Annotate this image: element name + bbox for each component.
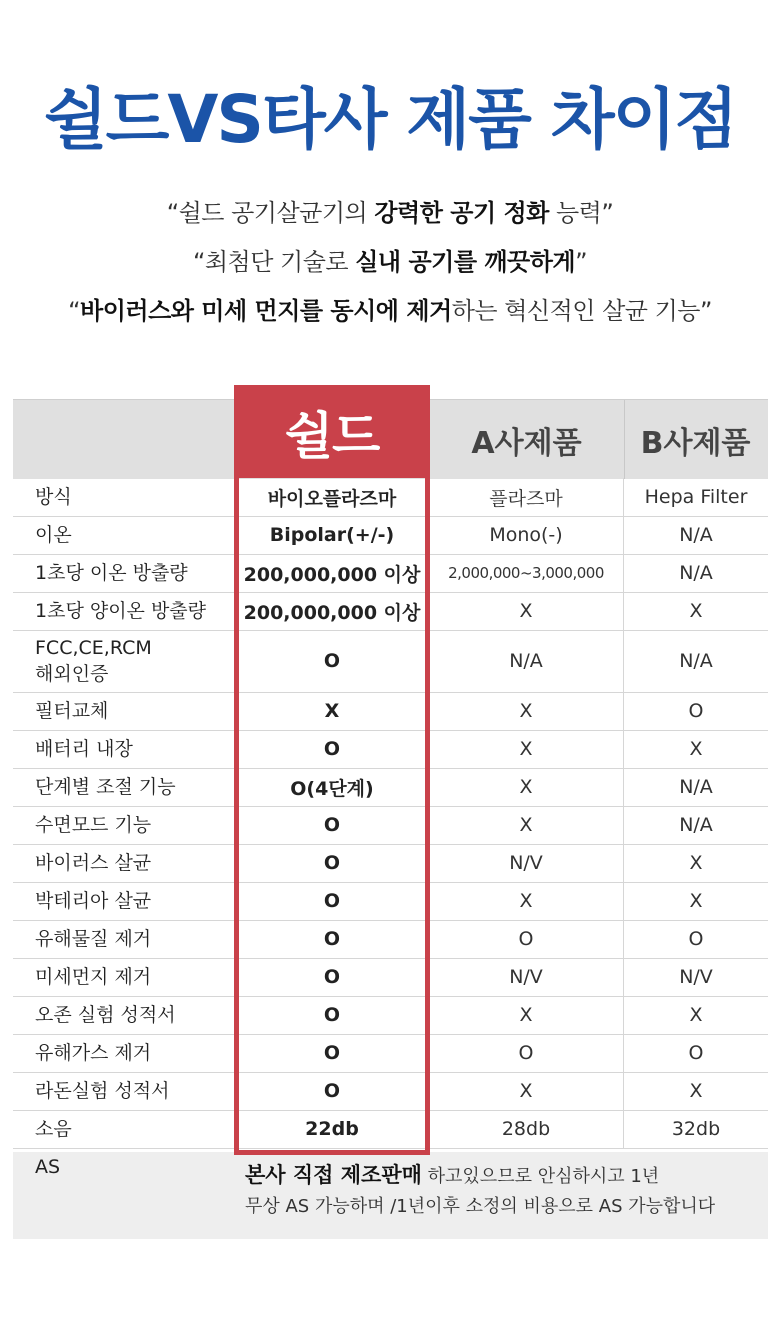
a-product-cell: O bbox=[428, 1034, 623, 1072]
row-label: 유해가스 제거 bbox=[35, 1042, 152, 1064]
shield-cell: O bbox=[235, 958, 428, 996]
a-product-cell: X bbox=[428, 692, 623, 730]
a-product-cell: 28db bbox=[428, 1110, 623, 1148]
b-product-cell: X bbox=[623, 1072, 768, 1110]
table-row bbox=[13, 592, 768, 631]
table-row bbox=[13, 768, 768, 807]
a-product-cell: X bbox=[428, 592, 623, 630]
table-row bbox=[13, 516, 768, 555]
table-row bbox=[13, 1110, 768, 1149]
a-product-cell: N/A bbox=[428, 630, 623, 692]
table-row bbox=[13, 1072, 768, 1111]
header-b-product: B사제품 bbox=[640, 425, 751, 461]
row-label: 단계별 조절 기능 bbox=[35, 776, 176, 798]
a-product-cell: Mono(-) bbox=[428, 516, 623, 554]
b-product-cell: X bbox=[623, 730, 768, 768]
b-product-cell: O bbox=[623, 692, 768, 730]
a-product-cell: X bbox=[428, 882, 623, 920]
table-row bbox=[13, 478, 768, 517]
b-product-cell: N/V bbox=[623, 958, 768, 996]
a-product-cell: X bbox=[428, 768, 623, 806]
b-product-cell: X bbox=[623, 996, 768, 1034]
as-highlight: 본사 직접 제조판매 bbox=[245, 1163, 422, 1187]
table-row bbox=[13, 692, 768, 731]
b-product-cell: Hepa Filter bbox=[623, 478, 768, 516]
row-label: 유해물질 제거 bbox=[35, 928, 152, 950]
subtitle-line-3: “바이러스와 미세 먼지를 동시에 제거하는 혁신적인 살균 기능” bbox=[68, 297, 712, 325]
table-row bbox=[13, 730, 768, 769]
row-label-line: 해외인증 bbox=[35, 663, 109, 685]
row-label: 1초당 이온 방출량 bbox=[35, 562, 188, 584]
shield-cell: O bbox=[235, 1072, 428, 1110]
shield-cell: O bbox=[235, 630, 428, 692]
row-label: 소음 bbox=[35, 1118, 72, 1140]
a-product-cell: X bbox=[428, 730, 623, 768]
header-a-product: A사제품 bbox=[428, 400, 625, 479]
b-product-cell: N/A bbox=[623, 768, 768, 806]
table-row bbox=[13, 1034, 768, 1073]
b-product-cell: N/A bbox=[623, 806, 768, 844]
as-line2: 무상 AS 가능하며 /1년이후 소정의 비용으로 AS 가능합니다 bbox=[245, 1196, 716, 1217]
shield-cell: O bbox=[235, 1034, 428, 1072]
table-row bbox=[13, 882, 768, 921]
a-product-cell: 2,000,000~3,000,000 bbox=[428, 554, 623, 592]
shield-cell: O bbox=[235, 730, 428, 768]
row-label: 박테리아 살균 bbox=[35, 890, 152, 912]
shield-cell: O bbox=[235, 844, 428, 882]
table-row bbox=[13, 806, 768, 845]
as-line1-rest: 하고있으므로 안심하시고 1년 bbox=[421, 1166, 660, 1187]
table-row bbox=[13, 554, 768, 593]
b-product-cell: N/A bbox=[623, 516, 768, 554]
row-label: 바이러스 살균 bbox=[35, 852, 152, 874]
subtitle-line-1: “쉴드 공기살균기의 강력한 공기 정화 능력” bbox=[166, 199, 614, 227]
b-product-cell: X bbox=[623, 844, 768, 882]
b-product-cell: O bbox=[623, 920, 768, 958]
row-label: 라돈실험 성적서 bbox=[35, 1080, 170, 1102]
a-product-cell: O bbox=[428, 920, 623, 958]
b-product-cell: X bbox=[623, 592, 768, 630]
shield-cell: 바이오플라즈마 bbox=[235, 478, 428, 516]
a-product-cell: X bbox=[428, 1072, 623, 1110]
row-label: 이온 bbox=[35, 524, 72, 546]
as-row bbox=[13, 1152, 768, 1239]
shield-cell: O bbox=[235, 882, 428, 920]
b-product-cell: O bbox=[623, 1034, 768, 1072]
header-shield: 쉴드 bbox=[234, 385, 430, 478]
a-product-cell: X bbox=[428, 996, 623, 1034]
a-product-cell: N/V bbox=[428, 958, 623, 996]
shield-cell: 200,000,000 이상 bbox=[235, 554, 428, 592]
shield-cell: O bbox=[235, 920, 428, 958]
row-label: 방식 bbox=[35, 486, 72, 508]
shield-cell: O(4단계) bbox=[235, 768, 428, 806]
as-description bbox=[245, 1160, 765, 1222]
shield-cell: Bipolar(+/-) bbox=[235, 516, 428, 554]
a-product-cell: N/V bbox=[428, 844, 623, 882]
shield-cell: 22db bbox=[235, 1110, 428, 1148]
shield-cell: X bbox=[235, 692, 428, 730]
shield-cell: O bbox=[235, 806, 428, 844]
table-row bbox=[13, 920, 768, 959]
row-label-line: FCC,CE,RCM bbox=[35, 637, 152, 659]
b-product-cell: X bbox=[623, 882, 768, 920]
shield-cell: 200,000,000 이상 bbox=[235, 592, 428, 630]
row-label: 필터교체 bbox=[35, 700, 109, 722]
table-row bbox=[13, 630, 768, 693]
row-label: 수면모드 기능 bbox=[35, 814, 152, 836]
row-label: 미세먼지 제거 bbox=[35, 966, 152, 988]
page-title: 쉴드VS타사 제품 차이점 bbox=[43, 81, 737, 158]
b-product-cell: N/A bbox=[623, 630, 768, 692]
table-row bbox=[13, 958, 768, 997]
row-label: 1초당 양이온 방출량 bbox=[35, 600, 206, 622]
b-product-cell: 32db bbox=[623, 1110, 768, 1148]
as-label: AS bbox=[35, 1156, 61, 1178]
shield-cell: O bbox=[235, 996, 428, 1034]
row-label bbox=[13, 630, 235, 692]
subtitle-line-2: “최첨단 기술로 실내 공기를 깨끗하게” bbox=[192, 248, 588, 276]
row-label: 오존 실험 성적서 bbox=[35, 1004, 176, 1026]
row-label: 배터리 내장 bbox=[35, 738, 133, 760]
b-product-cell: N/A bbox=[623, 554, 768, 592]
comparison-table bbox=[13, 399, 768, 1239]
a-product-cell: 플라즈마 bbox=[428, 478, 623, 516]
table-row bbox=[13, 996, 768, 1035]
a-product-cell: X bbox=[428, 806, 623, 844]
table-row bbox=[13, 844, 768, 883]
